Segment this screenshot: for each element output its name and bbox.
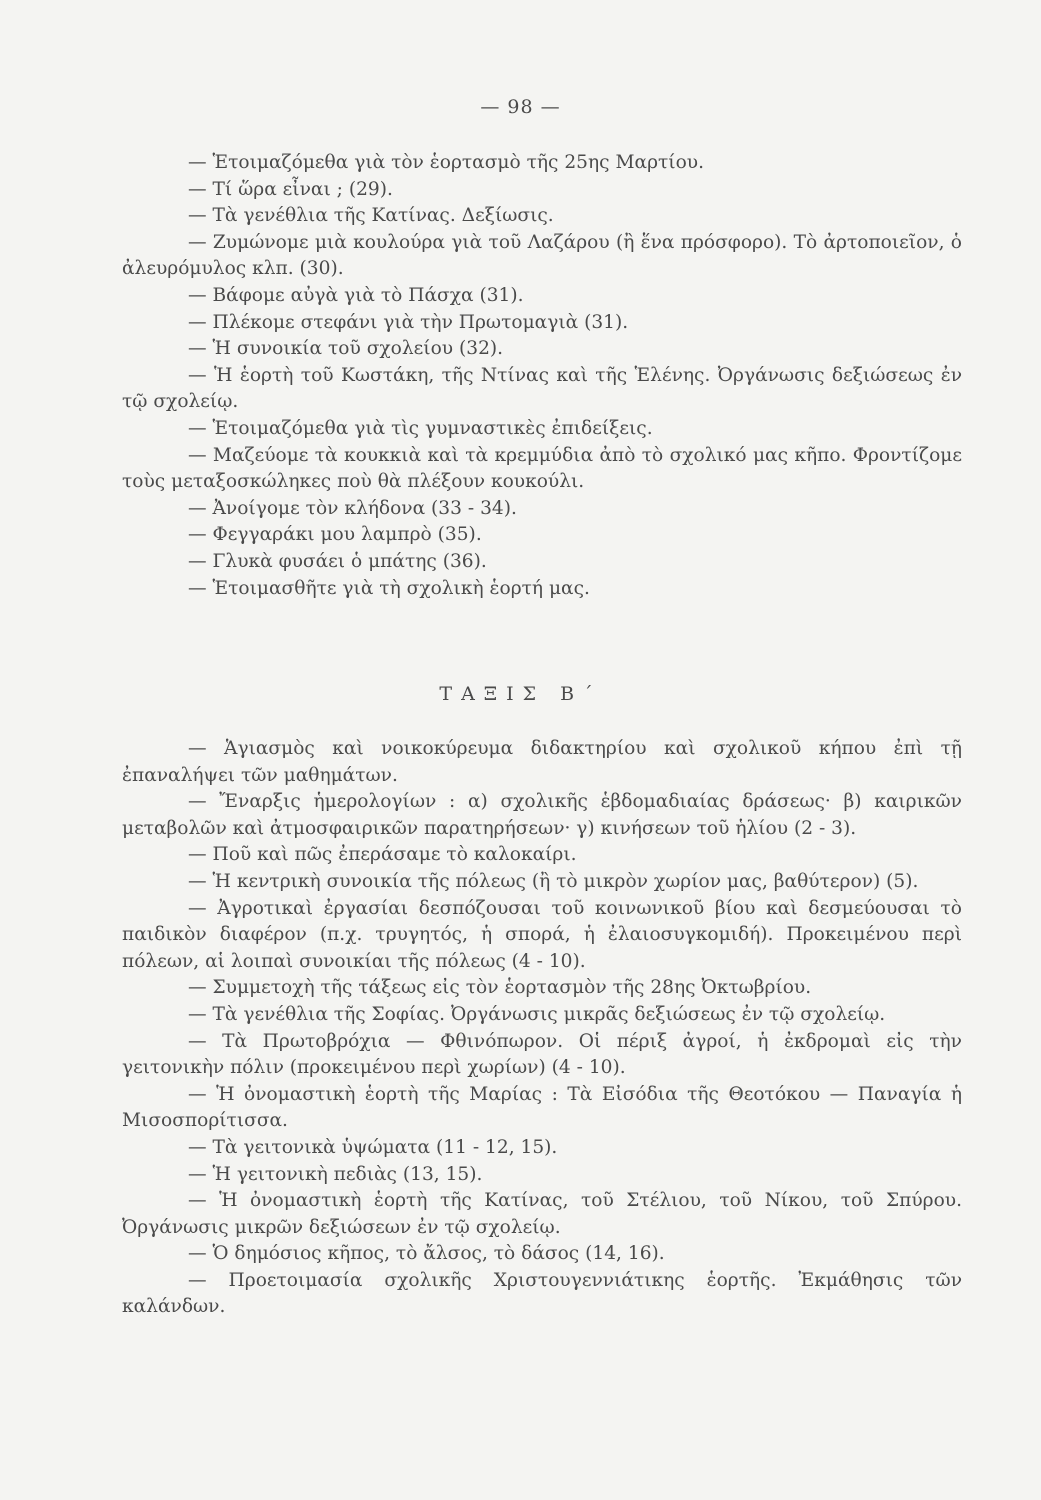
paragraph: — Τὰ γενέθλια τῆς Σοφίας. Ὀργάνωσις μικρᾶς δεξιώσεως ἐν τῷ σχολείῳ.	[188, 1003, 886, 1025]
paragraph: — Γλυκὰ φυσάει ὁ μπάτης (36).	[188, 550, 487, 572]
paragraph: — Ἀνοίγομε τὸν κλήδονα (33 - 34).	[188, 497, 517, 519]
paragraph: — Τὰ γειτονικὰ ὑψώματα (11 - 12, 15).	[188, 1136, 558, 1158]
paragraph: — Φεγγαράκι μου λαμπρὸ (35).	[188, 524, 482, 546]
section-1-body	[122, 150, 962, 602]
paragraph: — Ἡ ἑορτὴ τοῦ Κωστάκη, τῆς Ντίνας καὶ τῆς Ἑλένης. Ὀργάνωσις δεξιώσεως ἐν τῷ σχολείῳ.	[122, 364, 962, 413]
paragraph: — Βάφομε αὐγὰ γιὰ τὸ Πάσχα (31).	[188, 284, 524, 306]
paragraph: — Προετοιμασία σχολικῆς Χριστουγεννιάτικης ἑορτῆς. Ἐκμάθησις τῶν καλάνδων.	[122, 1269, 962, 1318]
paragraph: — Ἔναρξις ἡμερολογίων : α) σχολικῆς ἑβδομαδιαίας δράσεως· β) καιρικῶν μεταβολῶν καὶ ἀτμοσφαιρικῶν παρατηρήσεων· γ) κινήσεων τοῦ ἡλίου (2 - 3).	[122, 791, 962, 839]
section-2-body	[122, 736, 962, 1321]
paragraph: — Ποῦ καὶ πῶς ἐπεράσαμε τὸ καλοκαίρι.	[188, 844, 577, 866]
paragraph: — Τὰ γενέθλια τῆς Κατίνας. Δεξίωσις.	[188, 205, 554, 227]
paragraph: — Ἑτοιμαζόμεθα γιὰ τὶς γυμναστικὲς ἐπιδείξεις.	[188, 417, 653, 439]
paragraph: — Ἑτοιμαζόμεθα γιὰ τὸν ἑορτασμὸ τῆς 25ης Μαρτίου.	[188, 152, 704, 173]
paragraph: — Μαζεύομε τὰ κουκκιὰ καὶ τὰ κρεμμύδια ἀπὸ τὸ σχολικό μας κῆπο. Φροντίζομε τοὺς μεταξοσκώληκες ποὺ θὰ πλέξουν κουκούλι.	[122, 444, 962, 493]
paragraph: — Ζυμώνομε μιὰ κουλούρα γιὰ τοῦ Λαζάρου (ἢ ἕνα πρόσφορο). Τὸ ἀρτοποιεῖον, ὁ ἀλευρόμυλος κλπ. (30).	[122, 231, 962, 280]
section-title: ΤΑΞΙΣ Β΄	[439, 683, 602, 705]
paragraph: — Ἡ συνοικία τοῦ σχολείου (32).	[188, 338, 504, 360]
paragraph: — Ἡ ὀνομαστικὴ ἑορτὴ τῆς Μαρίας : Τὰ Εἰσόδια τῆς Θεοτόκου — Παναγία ἡ Μισοσπορίτισσα.	[122, 1083, 962, 1132]
page-number: — 98 —	[480, 96, 561, 118]
paragraph: — Πλέκομε στεφάνι γιὰ τὴν Πρωτομαγιὰ (31).	[188, 311, 629, 333]
paragraph: — Τί ὥρα εἶναι ; (29).	[188, 178, 393, 200]
paragraph: — Ἀγροτικαὶ ἐργασίαι δεσπόζουσαι τοῦ κοινωνικοῦ βίου καὶ δεσμεύουσαι τὸ παιδικὸν διαφέρον (π.χ. τρυγητός, ἡ σπορά, ἡ ἐλαιοσυγκομιδή). Προκειμένου περὶ πόλεων, αἱ λοιπαὶ συνοικίαι τῆς πόλεως (4 - 10).	[122, 897, 962, 972]
paragraph: — Συμμετοχὴ τῆς τάξεως εἰς τὸν ἑορτασμὸν τῆς 28ης Ὀκτωβρίου.	[188, 977, 812, 999]
paragraph: — Τὰ Πρωτοβρόχια — Φθινόπωρον. Οἱ πέριξ ἀγροί, ἡ ἐκδρομαὶ εἰς τὴν γειτονικὴν πόλιν (προκειμένου περὶ χωρίων) (4 - 10).	[122, 1030, 962, 1079]
paragraph: — Ἡ κεντρικὴ συνοικία τῆς πόλεως (ἢ τὸ μικρὸν χωρίον μας, βαθύτερον) (5).	[188, 870, 919, 892]
paragraph: — Ἑτοιμασθῆτε γιὰ τὴ σχολικὴ ἑορτή μας.	[188, 577, 590, 599]
paragraph: — Ὁ δημόσιος κῆπος, τὸ ἄλσος, τὸ δάσος (14, 16).	[188, 1243, 665, 1265]
paragraph: — Ἡ ὀνομαστικὴ ἑορτὴ τῆς Κατίνας, τοῦ Στέλιου, τοῦ Νίκου, τοῦ Σπύρου. Ὀργάνωσις μικρῶν δεξιώσεων ἐν τῷ σχολείῳ.	[122, 1190, 962, 1238]
paragraph: — Ἁγιασμὸς καὶ νοικοκύρευμα διδακτηρίου καὶ σχολικοῦ κήπου ἐπὶ τῇ ἐπαναλήψει τῶν μαθημάτων.	[122, 738, 962, 786]
paragraph: — Ἡ γειτονικὴ πεδιὰς (13, 15).	[188, 1163, 483, 1185]
